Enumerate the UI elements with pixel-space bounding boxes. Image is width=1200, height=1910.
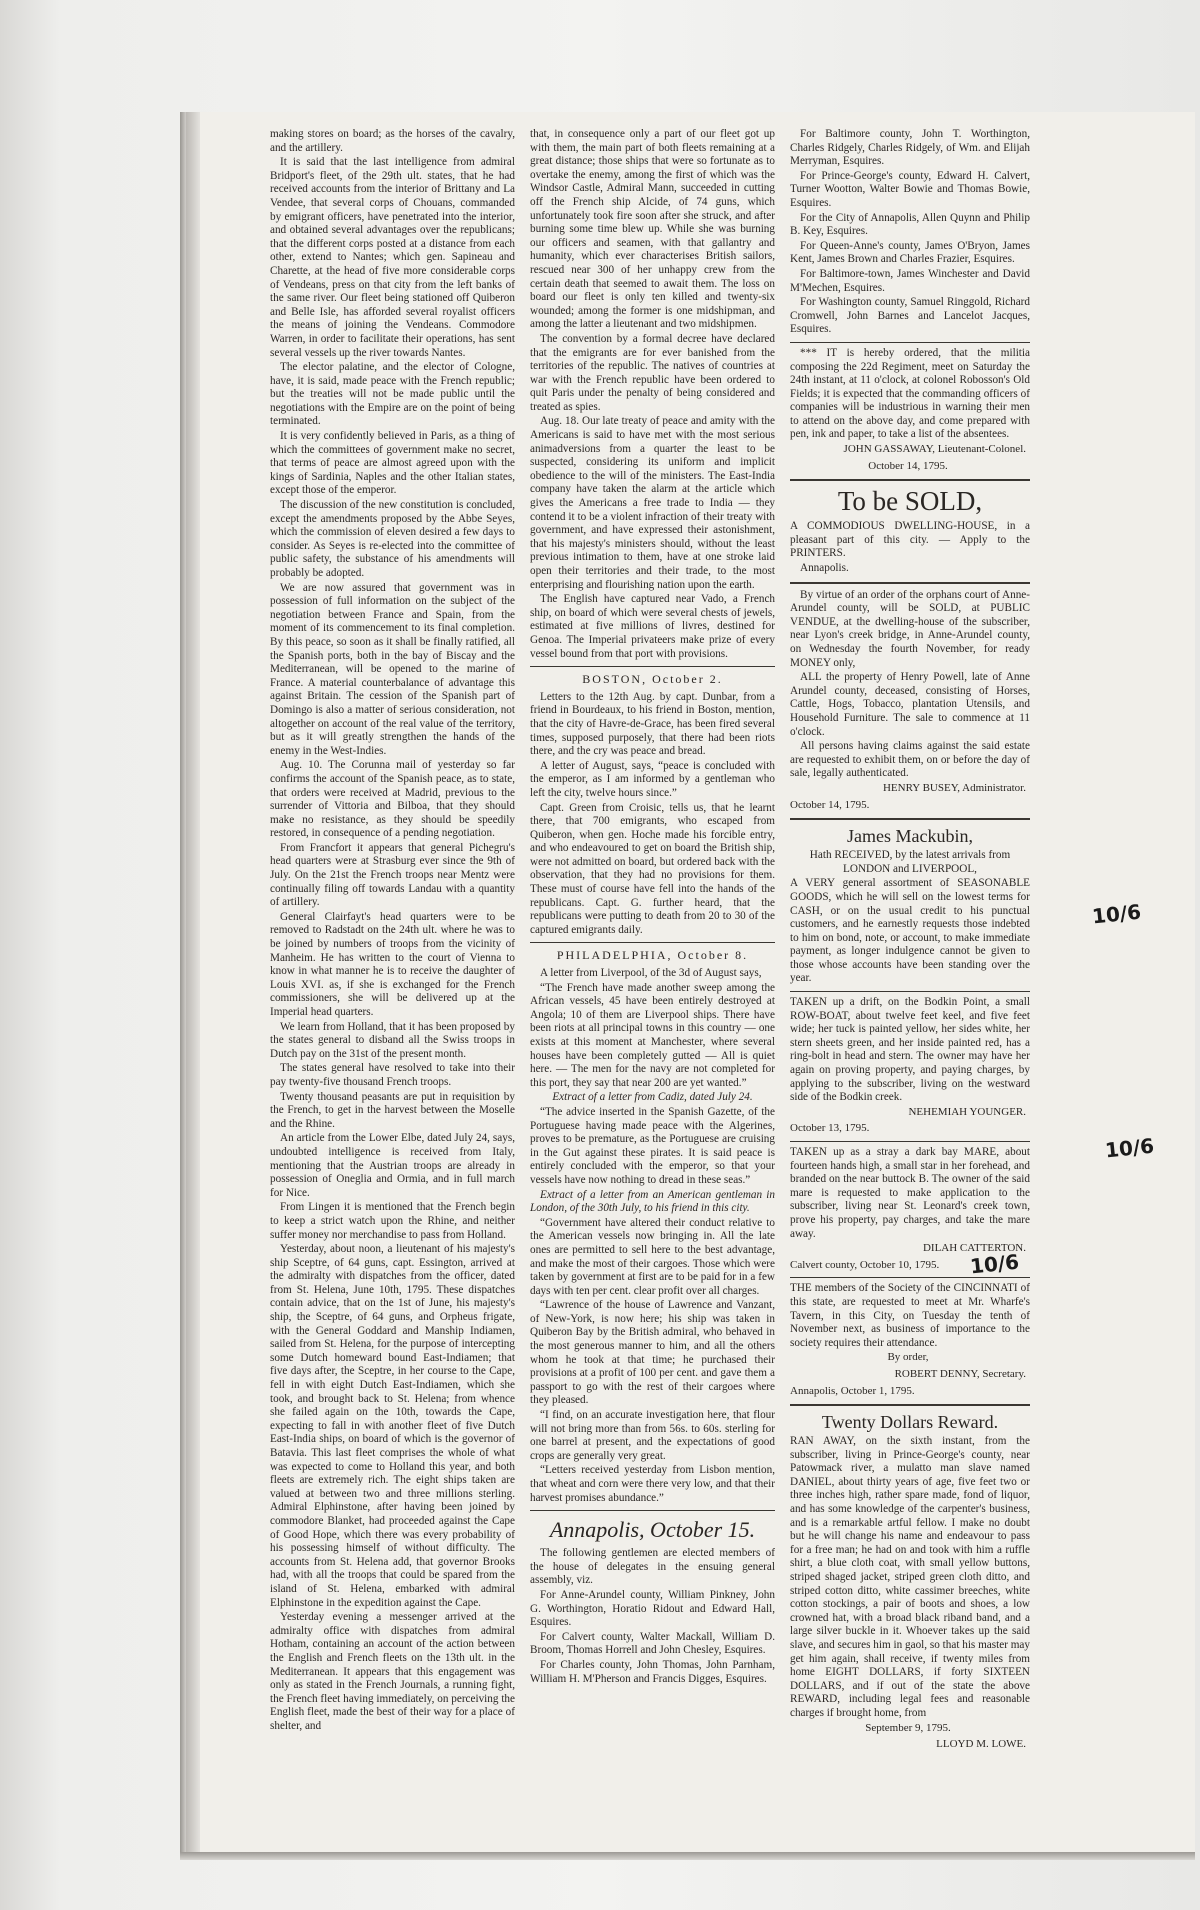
- delegate-listing: For Queen-Anne's county, James O'Bryon, James Kent, James Brown and Charles Frazier, Esquires.: [790, 239, 1030, 266]
- section-divider: [790, 342, 1030, 343]
- article-paragraph: A letter from Liverpool, of the 3d of August says,: [540, 967, 762, 980]
- ad-body: TAKEN up as a stray a dark bay MARE, about fourteen hands high, a small star in her forehead, and branded on the near buttock B. The owner of the said mare is requested to make application to the subscriber, living near St. Leonard's creek town, prove his property, pay charges, and take the mare away.: [790, 1146, 1030, 1240]
- militia-notice: *** IT is hereby ordered, that the militia composing the 22d Regiment, meet on Saturday the 24th instant, at 11 o'clock, at colonel Robosson's Old Fields; it is expected that the commanding officers of companies will be industrious in warning their men to attend on the above day, and come prepared with pen, ink and paper, to take a list of the absentees.: [790, 346, 1030, 441]
- article-paragraph: Aug. 18. Our late treaty of peace and amity with the Americans is said to have met with the most serious animadversions from a quarter the least to be suspected, considering its uniform and implicit obedience to the will of the ministers. The East-India company have taken the alarm at the article which gives the Americans a free trade to India — they contend it to be a violent infraction of their treaty with government, and have expressed their astonishment, that his majesty's ministers should, without the least previous intimation to them, have at one stroke laid open their territories and their trade, to the most enterprising and flourishing nation upon the earth.: [530, 415, 775, 591]
- signature: HENRY BUSEY, Administrator.: [882, 781, 1026, 794]
- ad-divider: [790, 479, 1030, 481]
- notice-date: October 14, 1795.: [790, 798, 870, 811]
- signature: LLOYD M. LOWE.: [936, 1738, 1026, 1751]
- ad-subtitle: Hath RECEIVED, by the latest arrivals from LONDON and LIVERPOOL,: [809, 849, 1011, 875]
- ad-title-reward: Twenty Dollars Reward.: [821, 1412, 999, 1433]
- ad-body: ALL the property of Henry Powell, late of Anne Arundel county, deceased, consisting of Horses, Cattle, Hogs, Tobacco, plantation Utensils, and Household Furniture. The sale to commence at 11 o'clock.: [790, 671, 1030, 738]
- article-paragraph: Letters to the 12th Aug. by capt. Dunbar, from a friend in Bourdeaux, to his friend in Boston, mention, that the city of Havre-de-Grace, has been fired several times, supposed purposely, that there had been riots there, and the cry was peace and bread.: [530, 690, 775, 758]
- ad-body: TAKEN up a drift, on the Bodkin Point, a small ROW-BOAT, about twelve feet keel, and five feet wide; her tuck is painted yellow, her sides white, her stern sheets green, and her inside painted red, has a ring-bolt in head and stern. The owner may have her again on proving property, and paying charges, by applying to the subscriber, living on the westward side of the Bodkin creek.: [790, 996, 1030, 1104]
- ad-title-to-be-sold: To be SOLD,: [837, 486, 983, 517]
- newspaper-page: [200, 112, 1195, 1852]
- section-divider: [530, 1510, 775, 1511]
- article-paragraph: From Francfort it appears that general Pichegru's head quarters were at Strasburg ever since the 9th of July. On the 21st the French troops near Mentz were continually filing off towards Landau with a quantity of artillery.: [270, 841, 515, 909]
- delegate-listing: For Prince-George's county, Edward H. Calvert, Turner Wootton, Walter Bowie and Thomas Bowie, Esquires.: [790, 169, 1030, 209]
- column-1: [270, 128, 515, 1734]
- ad-divider: [790, 1404, 1030, 1406]
- article-paragraph: The following gentlemen are elected members of the house of delegates in the ensuing general assembly, viz.: [530, 1547, 775, 1587]
- article-paragraph: We learn from Holland, that it has been proposed by the states general to disband all the Swiss troops in Dutch pay on the 31st of the present month.: [270, 1020, 515, 1060]
- article-paragraph: The convention by a formal decree have declared that the emigrants are for ever banished from the territories of the republic. The natives of countries at war with the French republic have been ordered to quit Paris under the penalty of being considered and treated as spies.: [530, 332, 775, 413]
- article-paragraph: Yesterday, about noon, a lieutenant of his majesty's ship Sceptre, of 64 guns, capt. Essington, arrived at the admiralty with dispatches from the officer, dated from St. Helena, June 10th, 1795. These dispatches contain advice, that on the 1st of June, his majesty's ship, the Sceptre, of 64 guns, and Orpheus frigate, with the General Goddard and Manship Indiamen, sailed from St. Helena, for the purpose of intercepting some Dutch homeward bound East-Indiamen; that five days after, the Sceptre, in her course to the Cape, fell in with eight Dutch East-Indiamen, which she took, and brought back to St. Helena; from whence she failed again on the 10th, towards the Cape, expecting to fall in with another fleet of five Dutch East-India ships, on board of which is the governor of Batavia. This last fleet comprises the whole of what was expected to come to Holland this year, and both fleets are extremely rich. The eight ships taken are valued at between two and three millions sterling. Admiral Elphinstone, after having been joined by commodore Blanket, had proceeded against the Cape of Good Hope, which there was every probability of his possessing himself of without difficulty. The accounts from St. Helena add, that governor Brooks had, with all the troops that could be spared from the island of St. Helena, embarked with admiral Elphinstone in the expedition against the Cape.: [270, 1243, 515, 1609]
- article-paragraph: The discussion of the new constitution is concluded, except the amendments proposed by the Abbe Seyes, which the commission of eleven desired a few days to consider. As Seyes is re-elected into the committee of public safety, the substance of his amendments will probably be adopted.: [270, 499, 515, 579]
- article-paragraph: Capt. Green from Croisic, tells us, that he learnt there, that 700 emigrants, who escaped from Quiberon, when gen. Hoche made his forcible entry, and who endeavoured to get on board the British ship, were not admitted on board, but ordered back with the observation, that they had no provisions for them. These must of course have fell into the hands of the republicans. Capt. G. further heard, that the republicans were putting to death from 20 to 30 of the captured emigrants daily.: [530, 801, 775, 936]
- article-paragraph: For Charles county, John Thomas, John Parnham, William H. M'Pherson and Francis Digges, Esquires.: [530, 1658, 775, 1685]
- article-paragraph: From Lingen it is mentioned that the French begin to keep a strict watch upon the Rhine, and neither suffer money nor merchandise to pass from Holland.: [270, 1201, 515, 1241]
- notice-date: Annapolis, October 1, 1795.: [790, 1384, 915, 1397]
- section-divider: [790, 1277, 1030, 1278]
- extract-heading: Extract of a letter from Cadiz, dated July 24.: [552, 1091, 753, 1104]
- article-paragraph: “Letters received yesterday from Lisbon mention, that wheat and corn were there very low, and that their harvest promises abundance.”: [530, 1464, 775, 1504]
- delegate-listing: For Baltimore-town, James Winchester and David M'Mechen, Esquires.: [790, 267, 1030, 294]
- ad-divider: [790, 818, 1030, 820]
- delegate-listing: For Washington county, Samuel Ringgold, Richard Cromwell, John Barnes and Lancelot Jacques, Esquires.: [790, 296, 1030, 336]
- section-divider: [530, 666, 775, 667]
- article-paragraph: An article from the Lower Elbe, dated July 24, says, undoubted intelligence is received from Italy, mentioning that the Austrian troops are already in possession of Oneglia and Ormia, and in full march for Nice.: [270, 1132, 515, 1199]
- signature: DILAH CATTERTON.: [922, 1242, 1026, 1255]
- ad-body: RAN AWAY, on the sixth instant, from the subscriber, living in Prince-George's county, near Patowmack river, a mulatto man slave named DANIEL, about thirty years of age, five feet two or three inches high, rather spare made, fond of liquor, and has some knowledge of the carpenter's business, and is a remarkable artful fellow. I make no doubt but he will change his name and endeavour to pass for a free man; he had on and took with him a ruffle shirt, a blue cloth coat, with small yellow buttons, striped shaged jacket, striped green cloth ditto, and striped cotton ditto, white cassimer breeches, white cotton stockings, a pair of boots and shoes, a low crowned hat, with a broad black riband band, and a large silver buckle in it. Whoever takes up the said slave, and secures him in gaol, so that his master may get him again, shall receive, if twenty miles from home EIGHT DOLLARS, if forty SIXTEEN DOLLARS, and if out of the state the above REWARD, including legal fees and reasonable charges if brought home, from: [790, 1435, 1030, 1719]
- ad-body: A COMMODIOUS DWELLING-HOUSE, in a pleasant part of this city. — Apply to the PRINTERS.: [790, 520, 1030, 560]
- section-divider: [790, 1141, 1030, 1142]
- ad-title-mackubin: James Mackubin,: [847, 826, 973, 847]
- handwritten-mark: 10/6: [968, 1249, 1021, 1279]
- vendue-notice: By virtue of an order of the orphans court of Anne-Arundel county, will be SOLD, at PUBLIC VENDUE, at the dwelling-house of the subscriber, near Lyon's creek bridge, in Anne-Arundel county, on Wednesday the fourth November, for ready MONEY only,: [790, 588, 1030, 669]
- article-paragraph: The elector palatine, and the elector of Cologne, have, it is said, made peace with the French republic; but the treaties will not be made public until the negotiations with the Empire are on the point of being terminated.: [270, 361, 515, 428]
- article-paragraph: General Clairfayt's head quarters were to be removed to Radstadt on the 24th ult. where he was to be joined by numbers of troops from the vicinity of Manheim. He has written to the court of Vienna to know in what manner he is to receive the daughter of Louis XVI. as, if she is exchanged for the French commissioners, she will be delivered up at the Imperial head quarters.: [270, 910, 515, 1018]
- ad-body: THE members of the Society of the CINCINNATI of this state, are requested to meet at Mr. Wharfe's Tavern, in this City, on Tuesday the tenth of November next, as business of importance to the society requires their attendance.: [790, 1282, 1030, 1349]
- article-paragraph: A letter of August, says, “peace is concluded with the emperor, as I am informed by a gentleman who left the city, twelve hours since.”: [530, 759, 775, 799]
- extract-heading: Extract of a letter from an American gentleman in London, of the 30th July, to his friend in this city.: [530, 1188, 775, 1215]
- notice-date: October 14, 1795.: [868, 459, 948, 472]
- article-paragraph: “Lawrence of the house of Lawrence and Vanzant, of New-York, is now here; his ship was taken in Quiberon Bay by the British admiral, who behaved in the most generous manner to him, and all the others whom he took at that time; he purchased their provisions at a profit of 100 per cent. and gave them a passport to go with the rest of their cargoes where they pleased.: [530, 1299, 775, 1407]
- article-paragraph: “The advice inserted in the Spanish Gazette, of the Portuguese having made peace with the Algerines, proves to be premature, as the Portuguese are cruising in the Gut against these pirates. It is said peace is entirely concluded with the emperor, so that your vessels have now nothing to dread in these seas.”: [530, 1105, 775, 1186]
- delegate-listing: For the City of Annapolis, Allen Quynn and Philip B. Key, Esquires.: [790, 211, 1030, 238]
- article-paragraph: We are now assured that government was in possession of full information on the subject of the negotiation between France and Spain, from the moment of its commencement to its final completion. By this peace, so soon as it shall be finally ratified, all the Spanish ports, both in the bay of Biscay and the Mediterranean, will be opened to the marine of France. A material counterbalance of advantage this against Britain. The cession of the Spanish part of Domingo is also a matter of serious consideration, not altogether on account of the real value of the territory, but as it will greatly strengthen the hands of the enemy in the West-Indies.: [270, 581, 515, 757]
- ad-body: All persons having claims against the said estate are requested to exhibit them, on or before the day of sale, legally authenticated.: [790, 740, 1030, 780]
- article-paragraph: The states general have resolved to take into their pay twenty-five thousand French troops.: [270, 1062, 515, 1088]
- signature: JOHN GASSAWAY, Lieutenant-Colonel.: [843, 443, 1026, 456]
- signature: NEHEMIAH YOUNGER.: [908, 1105, 1026, 1118]
- philadelphia-dateline: PHILADELPHIA, October 8.: [556, 948, 749, 963]
- article-paragraph: making stores on board; as the horses of the cavalry, and the artillery.: [270, 128, 515, 154]
- article-paragraph: For Calvert county, Walter Mackall, William D. Broom, Thomas Horrell and John Chesley, Esquires.: [530, 1630, 775, 1657]
- handwritten-mark: 10/6: [1090, 899, 1143, 929]
- notice-date: September 9, 1795.: [865, 1721, 951, 1734]
- article-paragraph: The English have captured near Vado, a French ship, on board of which were several chests of jewels, estimated at five millions of livres, destined for Genoa. The Imperial privateers make prize of every vessel bound from that port with provisions.: [530, 593, 775, 660]
- delegate-listing: For Baltimore county, John T. Worthington, Charles Ridgely, Charles Ridgely, of Wm. and Elijah Merryman, Esquires.: [790, 128, 1030, 168]
- notice-date: Calvert county, October 10, 1795.: [790, 1258, 940, 1271]
- column-3: [790, 128, 1030, 1755]
- ad-place: Annapolis.: [800, 562, 849, 575]
- signature: ROBERT DENNY, Secretary.: [894, 1367, 1026, 1380]
- page-bottom-edge: [180, 1852, 1195, 1860]
- section-divider: [530, 942, 775, 943]
- annapolis-dateline: Annapolis, October 15.: [549, 1517, 756, 1543]
- article-paragraph: that, in consequence only a part of our fleet got up with them, the main part of both fleets remaining at a great distance; those ships that were so fortunate as to overtake the enemy, among the first of which was the Windsor Castle, Admiral Mann, succeeded in cutting off the French ship Alcide, of 74 guns, which unfortunately took fire soon after she struck, and after burning some time blew up. While she was burning our officers and seamen, with that gallantry and humanity, which ever characterises British sailors, rescued near 300 of her unhappy crew from the certain death that seemed to await them. The loss on board our fleet is only ten killed and twenty-six wounded; among the former is one midshipman, and among the latter a lieutenant and two midshipmen.: [530, 128, 775, 331]
- notice-date: October 13, 1795.: [790, 1122, 870, 1135]
- article-paragraph: Aug. 10. The Corunna mail of yesterday so far confirms the account of the Spanish peace, as to state, that orders were received at Madrid, previous to the surrender of Vittoria and Bilboa, that they should make no resistance, as they should be speedily restored, in consequence of a pending negotiation.: [270, 759, 515, 840]
- order-line: By order,: [887, 1351, 929, 1364]
- section-divider: [790, 991, 1030, 992]
- article-paragraph: “The French have made another sweep among the African vessels, 45 have been entirely destroyed at Angola; 10 of them are Liverpool ships. There have been riots at all principal towns in this country — one exists at this moment at Manchester, where several houses have been completely gutted — All is quiet here. — The men for the navy are not completed for this port, they say that near 200 are yet wanted.”: [530, 981, 775, 1089]
- handwritten-mark: 10/6: [1103, 1133, 1156, 1163]
- article-paragraph: For Anne-Arundel county, William Pinkney, John G. Worthington, Horatio Ridout and Edward Hall, Esquires.: [530, 1588, 775, 1629]
- ad-divider: [790, 582, 1030, 584]
- left-margin: [0, 0, 180, 1910]
- column-2: [530, 128, 775, 1687]
- article-paragraph: Twenty thousand peasants are put in requisition by the French, to get in the harvest between the Moselle and the Rhine.: [270, 1090, 515, 1130]
- ad-body: A VERY general assortment of SEASONABLE GOODS, which he will sell on the lowest terms for CASH, or on the usual credit to his punctual customers, and he earnestly requests those indebted to him on bond, note, or account, to make immediate payment, as longer indulgence cannot be given to those whose accounts have been standing over the year.: [790, 877, 1030, 985]
- binding-gutter: [186, 112, 200, 1852]
- article-paragraph: It is said that the last intelligence from admiral Bridport's fleet, of the 29th ult. states, that he had received accounts from the interior of Brittany and La Vendee, that several corps of Chouans, commanded by emigrant officers, have penetrated into the interior, and obtained several advantages over the republicans; that the different corps posted at a distance from each other, extend to Nantes; which gen. Sapineau and Charette, at the head of five more considerable corps of Vendeans, press on that city from the left banks of the same river. Our fleet being stationed off Quiberon and Belle Isle, has afforded several royalist officers the means of joining the Vendeans. Commodore Warren, in order to facilitate their operations, has sent several vessels up the river towards Nantes.: [270, 156, 515, 359]
- article-paragraph: “I find, on an accurate investigation here, that flour will not bring more than from 56s. to 60s. sterling for one barrel at present, and the expectations of good crops are generally very great.: [530, 1409, 775, 1462]
- article-paragraph: Yesterday evening a messenger arrived at the admiralty office with dispatches from admiral Hotham, containing an account of the action between the English and French fleets on the 13th ult. in the Mediterranean. It appears that this engagement was only as stated in the French Journals, a running fight, the French fleet having immediately, on perceiving the English fleet, made the best of their way for a place of shelter, and: [270, 1611, 515, 1732]
- article-paragraph: It is very confidently believed in Paris, as a thing of which the committees of government make no secret, that terms of peace are almost agreed upon with the kings of Sardinia, Naples and the other Italian states, except those of the emperor.: [270, 430, 515, 497]
- article-paragraph: “Government have altered their conduct relative to the American vessels now bringing in. All the late ones are permitted to sell here to the best advantage, and make the most of their cargoes. Those which were taken by government at first are to be paid for in a few days with ten per cent. clear profit over all charges.: [530, 1216, 775, 1297]
- boston-dateline: BOSTON, October 2.: [582, 672, 723, 687]
